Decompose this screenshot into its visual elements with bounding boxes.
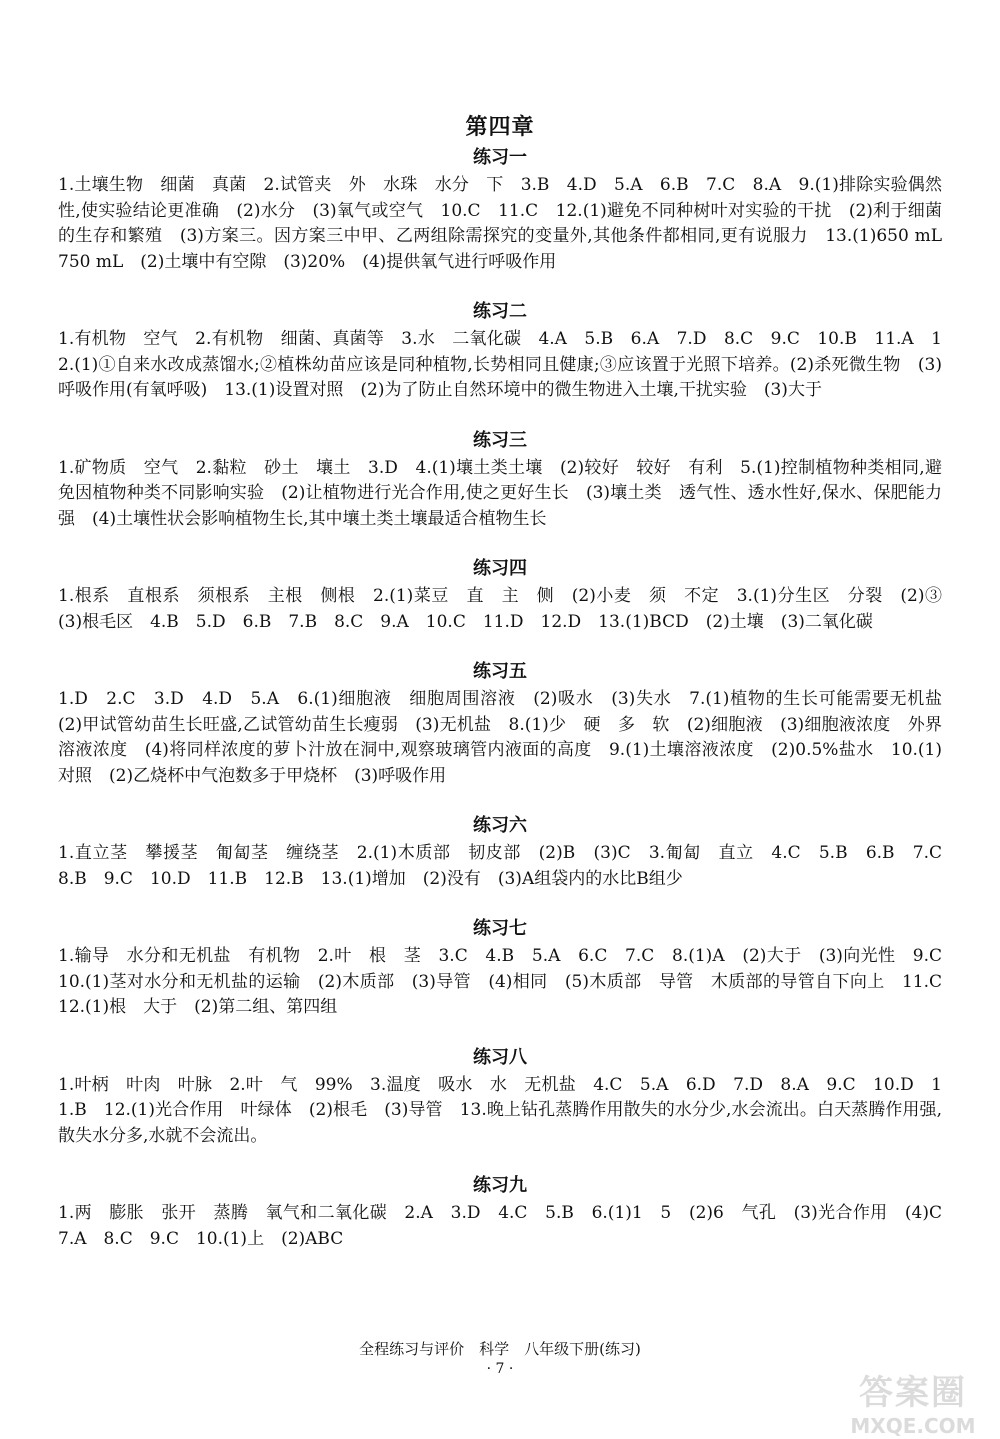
exercise-section [58, 143, 959, 275]
exercise-title: 练习一 [473, 147, 527, 168]
exercise-answers: 1.D 2.C 3.D 4.D 5.A 6.(1)细胞液 细胞周围溶液 (2)吸水 (3)失水 7.(1)植物的生长可能需要无机盐 (2)甲试管幼苗生长旺盛,乙试管幼苗生长瘦弱 (3)无机盐 8.(1)少 硬 多 软 (2)细胞液 (3)细胞液浓度 外界溶液浓度 (4)将同样浓度的萝卜汁放在洞中,观察玻璃管内液面的高度 9.(1)土壤溶液浓度 (2)0.5%盐水 10.(1)对照 (2)乙烧杯中气泡数多于甲烧杯 (3)呼吸作用 [58, 689, 959, 786]
exercise-section [58, 297, 942, 404]
exercise-answers: 1.矿物质 空气 2.黏粒 砂土 壤土 3.D 4.(1)壤土类土壤 (2)较好 较好 有利 5.(1)控制植物种类相同,避免因植物种类不同影响实验 (2)让植物进行光合作用,使之更好生长 (3)壤土类 透气性、透水性好,保水、保肥能力强 (4)土壤性状会影响植物生长,其中壤土类土壤最适合植物生长 [58, 457, 942, 529]
exercise-section [58, 657, 959, 789]
exercise-answers: 1.直立茎 攀援茎 匍匐茎 缠绕茎 2.(1)木质部 韧皮部 (2)B (3)C 3.匍匐 直立 4.C 5.B 6.B 7.C 8.B 9.C 10.D 11.B 12.B 13.(1)增加 (2)没有 (3)A组袋内的水比B组少 [58, 843, 959, 889]
exercise-section [58, 1043, 942, 1150]
exercise-answers: 1.叶柄 叶肉 叶脉 2.叶 气 99% 3.温度 吸水 水 无机盐 4.C 5.A 6.D 7.D 8.A 9.C 10.D 11.B 12.(1)光合作用 叶绿体 (2)根毛 (3)导管 13.晚上钻孔蒸腾作用散失的水分少,水会流出。白天蒸腾作用强,散失水分多,水就不会流出。 [58, 1074, 942, 1146]
exercise-title: 练习六 [473, 815, 527, 836]
exercise-title: 练习八 [473, 1046, 527, 1068]
exercise-title: 练习二 [473, 301, 527, 322]
exercise-title: 练习五 [473, 661, 527, 682]
watermark-logo [838, 1365, 988, 1438]
sections-container [58, 143, 959, 1252]
exercise-answers: 1.输导 水分和无机盐 有机物 2.叶 根 茎 3.C 4.B 5.A 6.C 7.C 8.(1)A (2)大于 (3)向光性 9.C 10.(1)茎对水分和无机盐的运输 (2)木质部 (3)导管 (4)相同 (5)木质部 导管 木质部的导管自下向上 11.C 12.(1)根 大于 (2)第二组、第四组 [58, 946, 959, 1017]
footer-book-title: 全程练习与评价 科学 八年级下册(练习) [359, 1340, 641, 1358]
exercise-section [58, 426, 942, 533]
exercise-title: 练习四 [473, 558, 527, 579]
exercise-title: 练习七 [473, 918, 527, 939]
exercise-section [58, 554, 959, 635]
exercise-title: 练习九 [473, 1175, 527, 1196]
exercise-answers: 1.两 膨胀 张开 蒸腾 氧气和二氧化碳 2.A 3.D 4.C 5.B 6.(1)1 5 (2)6 气孔 (3)光合作用 (4)C 7.A 8.C 9.C 10.(1)上 (2)ABC [58, 1203, 959, 1249]
exercise-title: 练习三 [473, 429, 527, 451]
watermark-main-text: 答案圈 [859, 1373, 967, 1413]
page-number: · 7 · [486, 1361, 514, 1377]
exercise-answers: 1.土壤生物 细菌 真菌 2.试管夹 外 水珠 水分 下 3.B 4.D 5.A 6.B 7.C 8.A 9.(1)排除实验偶然性,使实验结论更准确 (2)水分 (3)氧气或空气 10.C 11.C 12.(1)避免不同种树叶对实验的干扰 (2)利于细菌的生存和繁殖 (3)方案三。因方案三中甲、乙两组除需探究的变量外,其他条件都相同,更有说服力 13.(1)650 mL 750 mL (2)土壤中有空隙 (3)20% (4)提供氧气进行呼吸作用 [58, 175, 959, 272]
chapter-title: 第四章 [465, 114, 535, 140]
exercise-answers: 1.有机物 空气 2.有机物 细菌、真菌等 3.水 二氧化碳 4.A 5.B 6.A 7.D 8.C 9.C 10.B 11.A 12.(1)①自来水改成蒸馏水;②植株幼苗应该是同种植物,长势相同且健康;③应该置于光照下培养。(2)杀死微生物 (3)呼吸作用(有氧呼吸) 13.(1)设置对照 (2)为了防止自然环境中的微生物进入土壤,干扰实验 (3)大于 [58, 329, 942, 400]
exercise-section [58, 811, 959, 892]
exercise-answers: 1.根系 直根系 须根系 主根 侧根 2.(1)菜豆 直 主 侧 (2)小麦 须 不定 3.(1)分生区 分裂 (2)③ (3)根毛区 4.B 5.D 6.B 7.B 8.C 9.A 10.C 11.D 12.D 13.(1)BCD (2)土壤 (3)二氧化碳 [58, 586, 959, 632]
watermark-site-text: MXQE.COM [850, 1414, 976, 1438]
exercise-section [58, 914, 959, 1021]
answer-page [58, 110, 959, 1274]
exercise-section [58, 1171, 959, 1252]
